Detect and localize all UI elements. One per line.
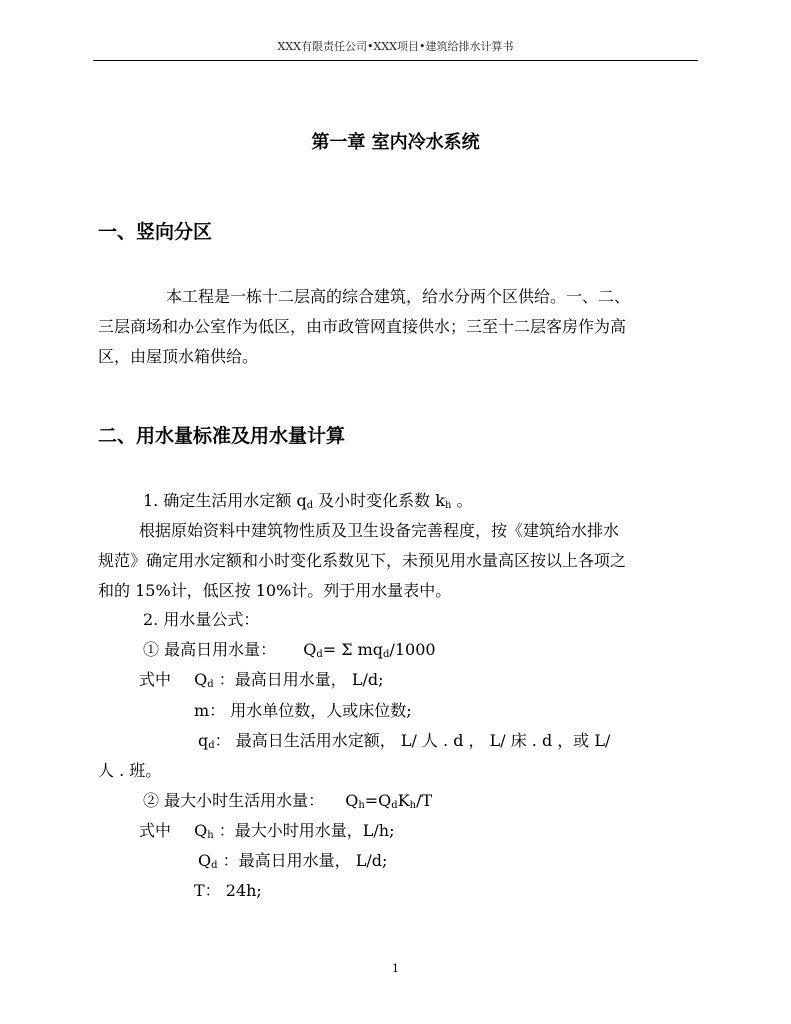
qd-definition: ：最高日用水量， L/d; [213, 670, 384, 689]
paragraph-line: 本工程是一栋十二层高的综合建筑，给水分两个区供给。一、二、 [166, 287, 631, 306]
section-heading-vertical-zoning: 一、竖向分区 [98, 221, 213, 243]
item-2-line: 2. 用水量公式： [143, 610, 260, 629]
paragraph-line: 区，由屋顶水箱供给。 [98, 347, 259, 366]
paragraph-line: 规范》确定用水定额和小时变化系数见下，未预见用水量高区按以上各项之 [98, 551, 627, 570]
qh-subscript: h [207, 830, 214, 841]
item-1-prefix: 1. 确定生活用水定额 q [143, 491, 307, 510]
qd-symbol: Q [303, 640, 317, 659]
definition-qd-line [198, 850, 387, 877]
page-header: XXX有限责任公司•XXX项目•建筑给排水计算书 [277, 40, 514, 53]
definition-qh-line [139, 820, 395, 847]
formula-label: ① 最高日用水量： [143, 640, 277, 659]
paragraph-line: 根据原始资料中建筑物性质及卫生设备完善程度，按《建筑给水排水 [139, 521, 620, 540]
q-subscript: d [208, 740, 215, 751]
qd-subscript: d [316, 649, 323, 660]
item-1-middle: 及小时变化系数 k [313, 491, 445, 510]
definition-m-line: m： 用水单位数，人或床位数; [194, 701, 412, 720]
paragraph-line: 和的 15%计，低区按 10%计。列于用水量表中。 [98, 581, 452, 600]
qh-definition: ：最大小时用水量，L/h; [213, 821, 395, 840]
formula-max-hourly [143, 790, 432, 817]
q-definition: ： 最高日生活用水定额， L/ 人 . d ， L/ 床 . d ，或 L/ [214, 731, 611, 750]
qd-symbol: Q [198, 851, 212, 870]
section-heading-water-usage: 二、用水量标准及用水量计算 [98, 425, 346, 447]
where-label: 式中 [139, 670, 172, 689]
qd-definition: ：最高日用水量， L/d; [217, 851, 388, 870]
k-symbol: K [397, 791, 410, 810]
item-1-line [143, 490, 473, 517]
formula-tail: /T [416, 791, 433, 810]
q-subscript: d [306, 500, 314, 511]
k-subscript: h [444, 500, 452, 511]
definition-q-continuation: 人 . 班。 [98, 761, 162, 780]
q-symbol: q [198, 731, 209, 750]
qh-symbol: Q [345, 791, 359, 810]
qd-subscript: d [383, 649, 390, 660]
chapter-title: 第一章 室内冷水系统 [311, 132, 480, 153]
kh-subscript: h [409, 800, 417, 811]
qd-subscript: d [211, 860, 218, 871]
header-rule [93, 60, 698, 61]
paragraph-line: 三层商场和办公室作为低区，由市政管网直接供水；三至十二层客房作为高 [98, 317, 627, 336]
formula-tail: /1000 [389, 640, 436, 659]
definition-qd-line [139, 669, 383, 696]
qh-symbol: Q [194, 821, 208, 840]
qd-symbol: Q [194, 670, 208, 689]
qd-subscript: d [207, 679, 214, 690]
item-1-suffix: 。 [451, 491, 473, 510]
formula-label: ② 最大小时生活用水量： [143, 791, 325, 810]
page-number: 1 [392, 962, 399, 975]
definition-t-line: T： 24h; [194, 881, 262, 900]
definition-q-line [198, 730, 610, 757]
formula-max-daily [143, 639, 436, 666]
qh-subscript: h [358, 800, 365, 811]
qd-subscript: d [391, 800, 398, 811]
formula-eq: =Q [364, 791, 392, 810]
formula-sum: = Σ mq [322, 640, 384, 659]
where-label: 式中 [139, 821, 172, 840]
